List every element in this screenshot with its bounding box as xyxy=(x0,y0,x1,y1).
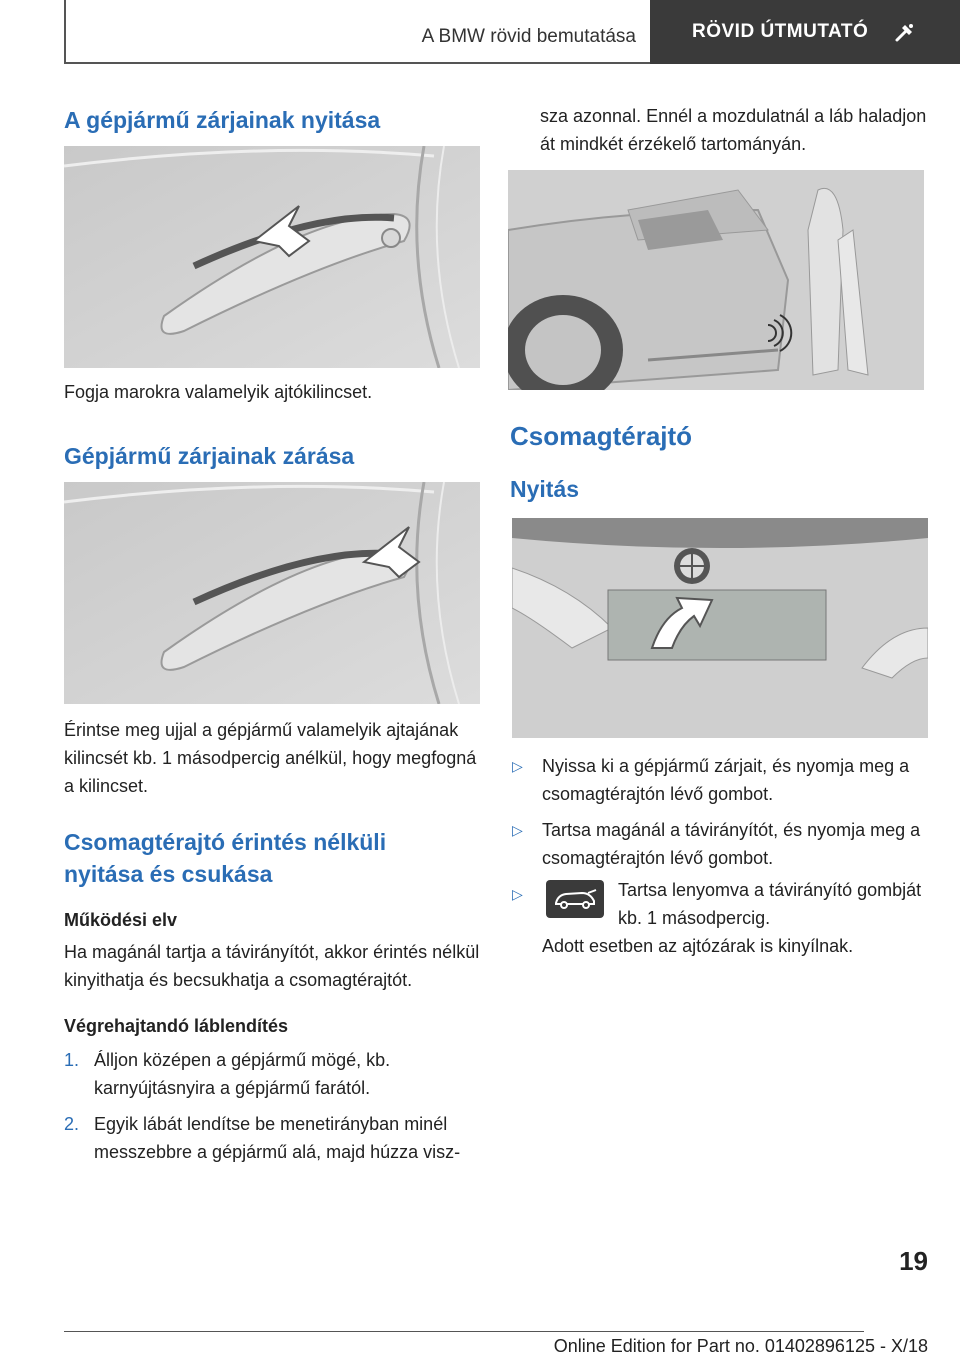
heading-open: Nyitás xyxy=(510,476,580,502)
open-steps-list xyxy=(510,752,928,880)
heading-contactless-line1: Csomagtérajtó érintés nélküli xyxy=(64,829,387,855)
step-number: 1. xyxy=(64,1050,80,1070)
car-tailgate-icon xyxy=(546,880,604,918)
image-door-handle-lock xyxy=(64,482,480,704)
triangle-right-icon: ▷ xyxy=(512,758,523,774)
header-chapter-tab xyxy=(650,0,960,64)
image-door-handle-unlock xyxy=(64,146,480,368)
heading-contactless xyxy=(64,826,480,890)
header-rule-bottom xyxy=(64,62,650,64)
image-tailgate-button xyxy=(512,518,928,738)
list-item xyxy=(64,1110,480,1166)
step-text: Egyik lábát lendítse be menetirányban minél messzebbre a gépjármű alá, majd húzza visz- xyxy=(94,1114,461,1162)
subheading-kick: Végrehajtandó láblendítés xyxy=(64,1016,289,1036)
bullet-text: Tartsa magánál a távirányítót, és nyomja meg a csomagtérajtón lévő gombot. xyxy=(542,820,921,868)
triangle-right-icon: ▷ xyxy=(512,886,523,902)
triangle-right-icon: ▷ xyxy=(512,822,523,838)
heading-tailgate: Csomagtérajtó xyxy=(510,421,693,451)
footer-edition: Online Edition for Part no. 01402896125 - X/18 xyxy=(553,1336,928,1356)
caption-unlock: Fogja marokra valamelyik ajtókilincset. xyxy=(64,382,373,402)
caption-lock: Érintse meg ujjal a gépjármű valamelyik ajtajának kilincsét kb. 1 másodpercig anélkül, hogy megfogná a kilincset. xyxy=(64,720,477,796)
header-section-title: A BMW rövid bemutatása xyxy=(421,26,636,47)
step-number: 2. xyxy=(64,1114,80,1134)
step-text: Álljon középen a gépjármű mögé, kb. karnyújtásnyira a gépjármű farától. xyxy=(94,1050,391,1098)
heading-lock: Gépjármű zárjainak zárása xyxy=(64,443,355,469)
paragraph-continued: sza azonnal. Ennél a mozdulatnál a láb haladjon át mindkét érzékelő tartományán. xyxy=(540,106,927,154)
image-rear-kick-sensor xyxy=(508,170,924,390)
heading-contactless-line2: nyitása és csukása xyxy=(64,861,273,887)
list-item xyxy=(64,1046,480,1102)
list-item xyxy=(510,816,928,872)
page-number: 19 xyxy=(899,1246,928,1276)
kick-steps-list xyxy=(64,1046,480,1174)
subheading-principle: Működési elv xyxy=(64,910,178,930)
footer-rule xyxy=(64,1331,864,1332)
heading-unlock: A gépjármű zárjainak nyitása xyxy=(64,107,381,133)
bullet-key-text: Tartsa lenyomva a távirányító gombját kb. 1 másodpercig. xyxy=(618,880,922,928)
list-item xyxy=(510,752,928,808)
paragraph-principle: Ha magánál tartja a távirányítót, akkor érintés nélkül kinyithatja és becsukhatja a csomagtérajtót. xyxy=(64,942,480,990)
paragraph-doors: Adott esetben az ajtózárak is kinyílnak. xyxy=(542,936,854,956)
wrench-icon xyxy=(894,21,916,43)
header-chapter-label: RÖVID ÚTMUTATÓ xyxy=(692,21,869,42)
bullet-text: Nyissa ki a gépjármű zárjait, és nyomja meg a csomagtérajtón lévő gombot. xyxy=(542,756,910,804)
